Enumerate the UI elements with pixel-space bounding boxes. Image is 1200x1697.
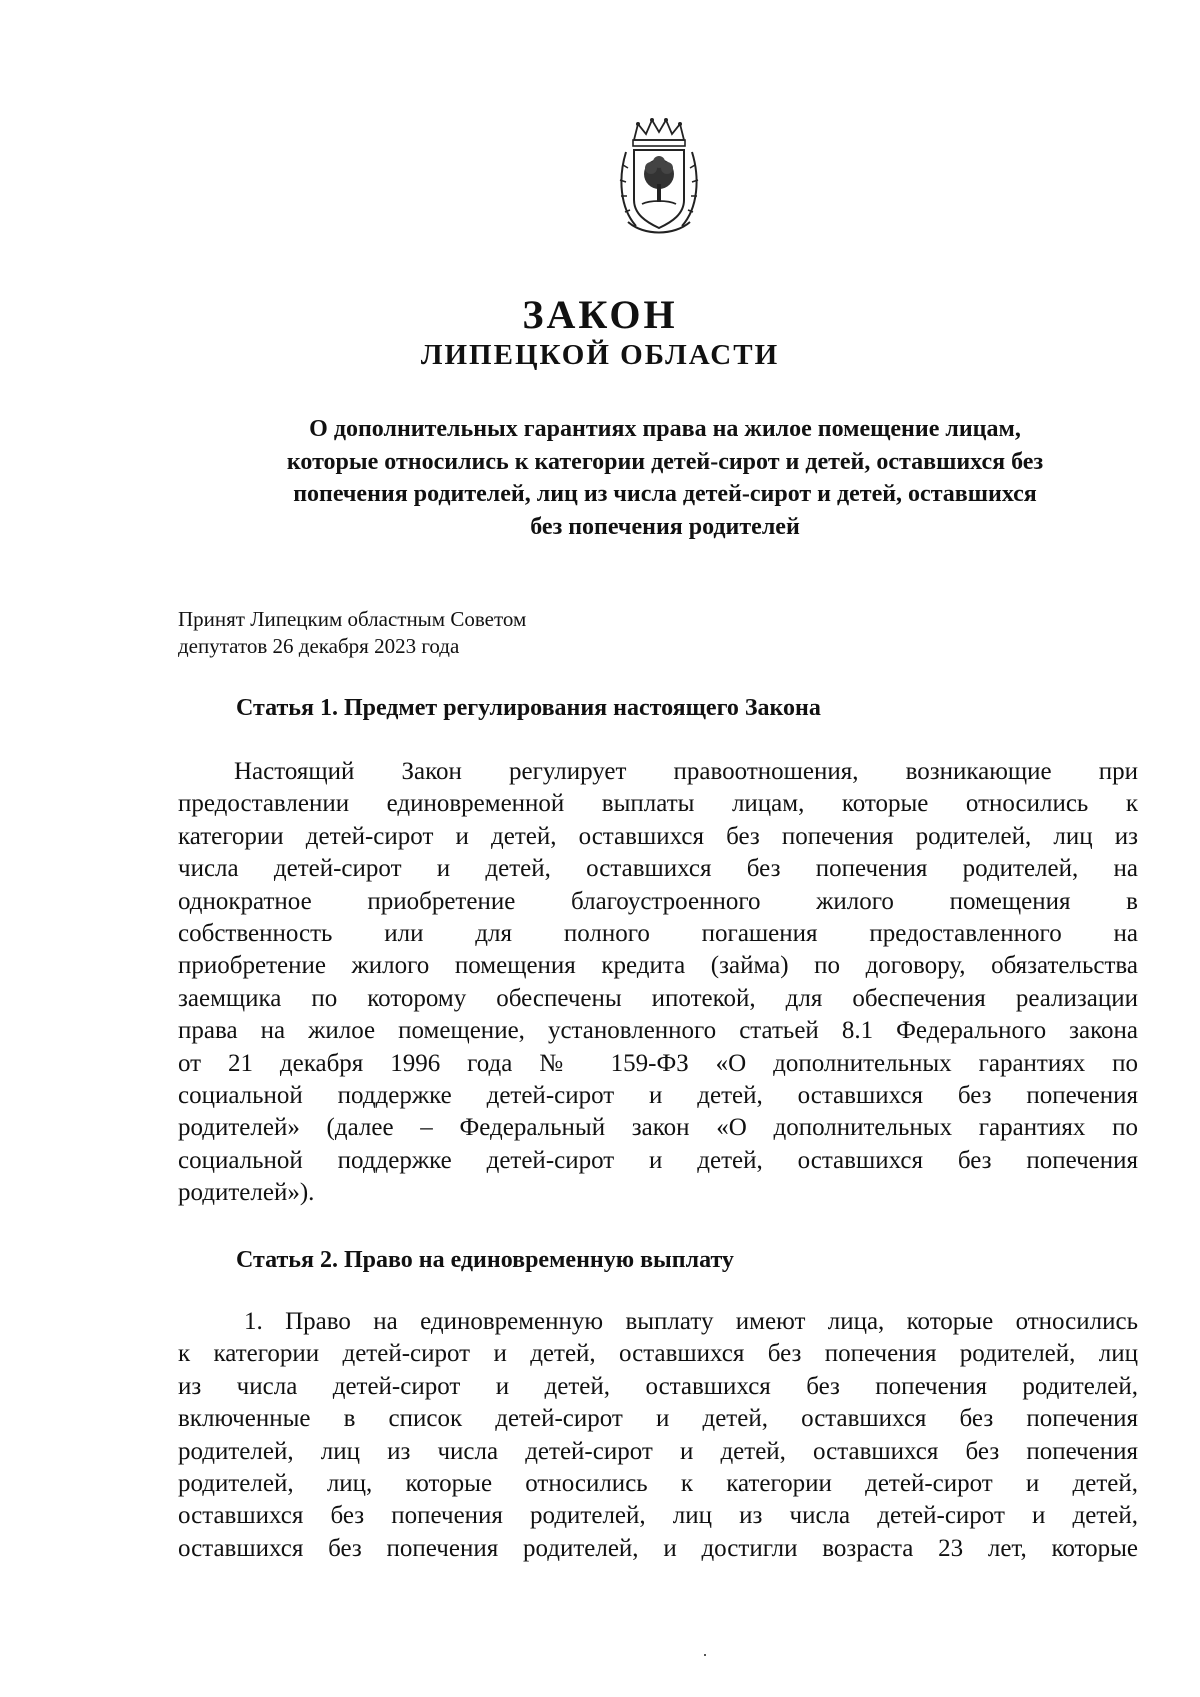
body-line: социальной поддержке детей-сирот и детей, оставшихся без попечения <box>178 1082 1138 1110</box>
body-line: приобретение жилого помещения кредита (займа) по договору, обязательства <box>178 952 1138 980</box>
body-line: к категории детей-сирот и детей, оставшихся без попечения родителей, лиц <box>178 1340 1138 1368</box>
body-line: категории детей-сирот и детей, оставшихся без попечения родителей, лиц из <box>178 822 1138 850</box>
body-line: родителей, лиц, которые относились к категории детей-сирот и детей, <box>178 1470 1138 1498</box>
body-line: от 21 декабря 1996 года № 159-ФЗ «О дополнительных гарантиях по <box>178 1049 1138 1077</box>
document-title: ЗАКОН <box>522 292 678 337</box>
body-line: родителей, лиц из числа детей-сирот и детей, оставшихся без попечения <box>178 1437 1138 1465</box>
law-name-line: О дополнительных гарантиях права на жилое помещение лицам, <box>309 416 1021 442</box>
body-line: родителей»). <box>178 1179 315 1207</box>
law-name-line: попечения родителей, лиц из числа детей-сирот и детей, оставшихся <box>293 481 1037 507</box>
document-subtitle: ЛИПЕЦКОЙ ОБЛАСТИ <box>420 339 780 371</box>
body-line: однократное приобретение благоустроенного жилого помещения в <box>178 887 1138 915</box>
body-line: числа детей-сирот и детей, оставшихся без попечения родителей, на <box>178 855 1138 883</box>
article-1-body <box>178 756 1138 1210</box>
body-line: права на жилое помещение, установленного статьей 8.1 Федерального закона <box>178 1017 1138 1045</box>
body-line: родителей» (далее – Федеральный закон «О дополнительных гарантиях по <box>178 1114 1138 1142</box>
adoption-line: депутатов 26 декабря 2023 года <box>178 634 460 658</box>
article-2-body <box>178 1306 1138 1565</box>
law-name-line: без попечения родителей <box>530 513 800 540</box>
law-name-line: которые относились к категории детей-сирот и детей, оставшихся без <box>286 448 1044 475</box>
body-line: предоставлении единовременной выплаты лицам, которые относились к <box>178 790 1138 818</box>
article-1-heading: Статья 1. Предмет регулирования настоящего Закона <box>236 695 821 721</box>
body-line: оставшихся без попечения родителей, лиц из числа детей-сирот и детей, <box>178 1502 1138 1530</box>
body-line: оставшихся без попечения родителей, и достигли возраста 23 лет, которые <box>178 1534 1138 1562</box>
law-name <box>200 413 1130 543</box>
body-line: собственность или для полного погашения предоставленного на <box>178 920 1138 948</box>
body-line: социальной поддержке детей-сирот и детей, оставшихся без попечения <box>178 1146 1138 1174</box>
body-line: заемщика по которому обеспечены ипотекой, для обеспечения реализации <box>178 984 1138 1012</box>
body-line: включенные в список детей-сирот и детей, оставшихся без попечения <box>178 1405 1138 1433</box>
adoption-note <box>178 606 526 660</box>
body-line: из числа детей-сирот и детей, оставшихся без попечения родителей, <box>178 1372 1138 1400</box>
scan-speck <box>704 1654 706 1656</box>
adoption-line: Принят Липецким областным Советом <box>178 607 527 631</box>
coat-of-arms-icon <box>616 118 702 238</box>
article-2-heading: Статья 2. Право на единовременную выплату <box>236 1247 734 1273</box>
body-line: 1. Право на единовременную выплату имеют лица, которые относились <box>244 1308 1138 1335</box>
body-line: Настоящий Закон регулирует правоотношения, возникающие при <box>234 758 1138 785</box>
